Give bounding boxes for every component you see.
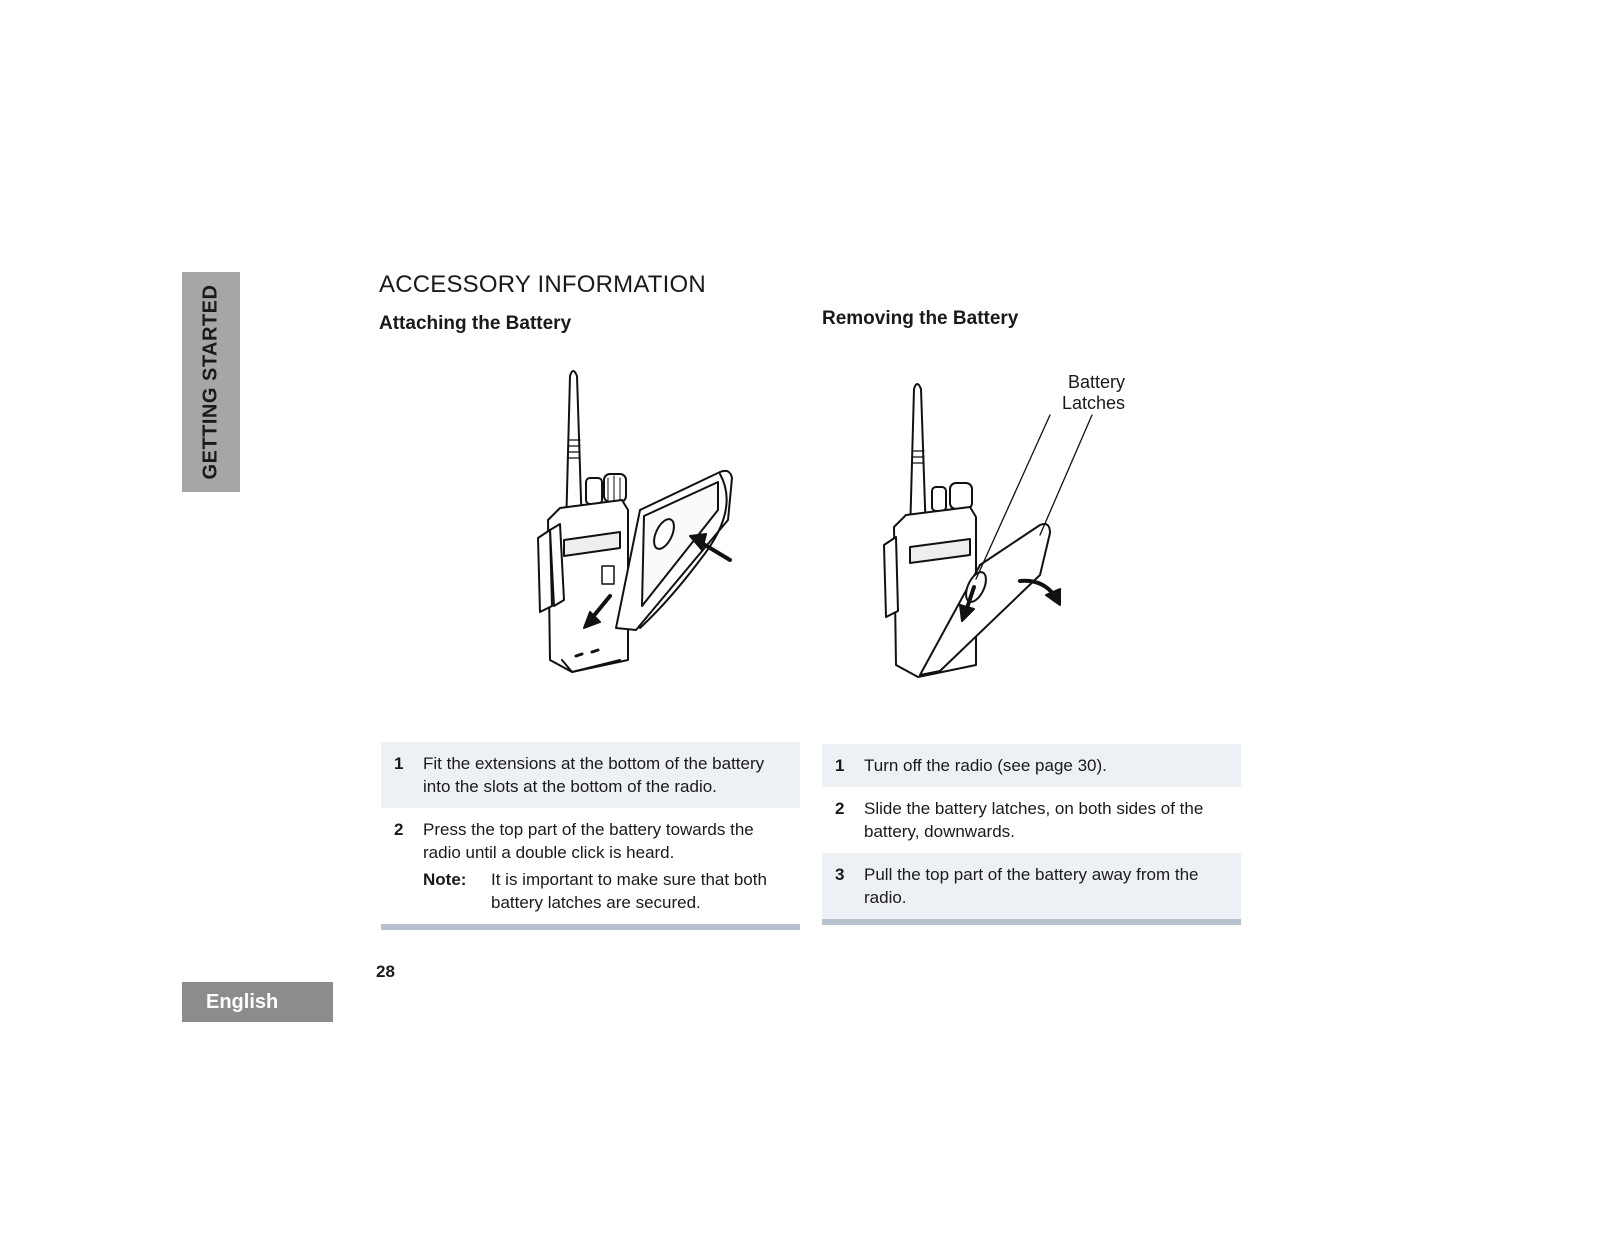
step-number: 2 (394, 820, 404, 839)
page-title: ACCESSORY INFORMATION (379, 271, 706, 298)
step-text: Pull the top part of the battery away from the radio. (864, 865, 1199, 907)
step-number: 3 (835, 865, 845, 884)
language-tab (182, 982, 333, 1022)
language-tab-label: English (206, 991, 279, 1013)
removing-heading: Removing the Battery (822, 308, 1019, 329)
list-item (381, 808, 800, 924)
attaching-heading: Attaching the Battery (379, 313, 572, 334)
step-text: Press the top part of the battery towards the radio until a double click is heard. (423, 820, 754, 862)
page-number: 28 (376, 962, 395, 981)
list-item (822, 853, 1241, 919)
callout-line-1: Battery (1067, 372, 1125, 392)
battery-latches-callout (1025, 372, 1125, 414)
step-text: Fit the extensions at the bottom of the battery into the slots at the bottom of the radio. (423, 754, 765, 796)
step-number: 2 (835, 799, 845, 818)
note-label: Note: (423, 870, 467, 889)
section-tab-label: GETTING STARTED (199, 284, 222, 480)
list-item (381, 742, 800, 808)
step-text: Turn off the radio (see page 30). (864, 756, 1107, 775)
step-number: 1 (394, 754, 404, 773)
removing-battery-illustration (880, 375, 1120, 695)
step-number: 1 (835, 756, 845, 775)
attaching-battery-illustration (520, 360, 760, 690)
note (423, 868, 788, 914)
removing-steps-list (822, 744, 1241, 925)
section-tab-getting-started (182, 272, 240, 492)
callout-line-2: Latches (1061, 393, 1125, 413)
note-text: It is important to make sure that both battery latches are secured. (491, 870, 767, 912)
attaching-steps-list (381, 742, 800, 930)
list-item (822, 744, 1241, 787)
list-item (822, 787, 1241, 853)
step-text: Slide the battery latches, on both sides of the battery, downwards. (864, 799, 1204, 841)
